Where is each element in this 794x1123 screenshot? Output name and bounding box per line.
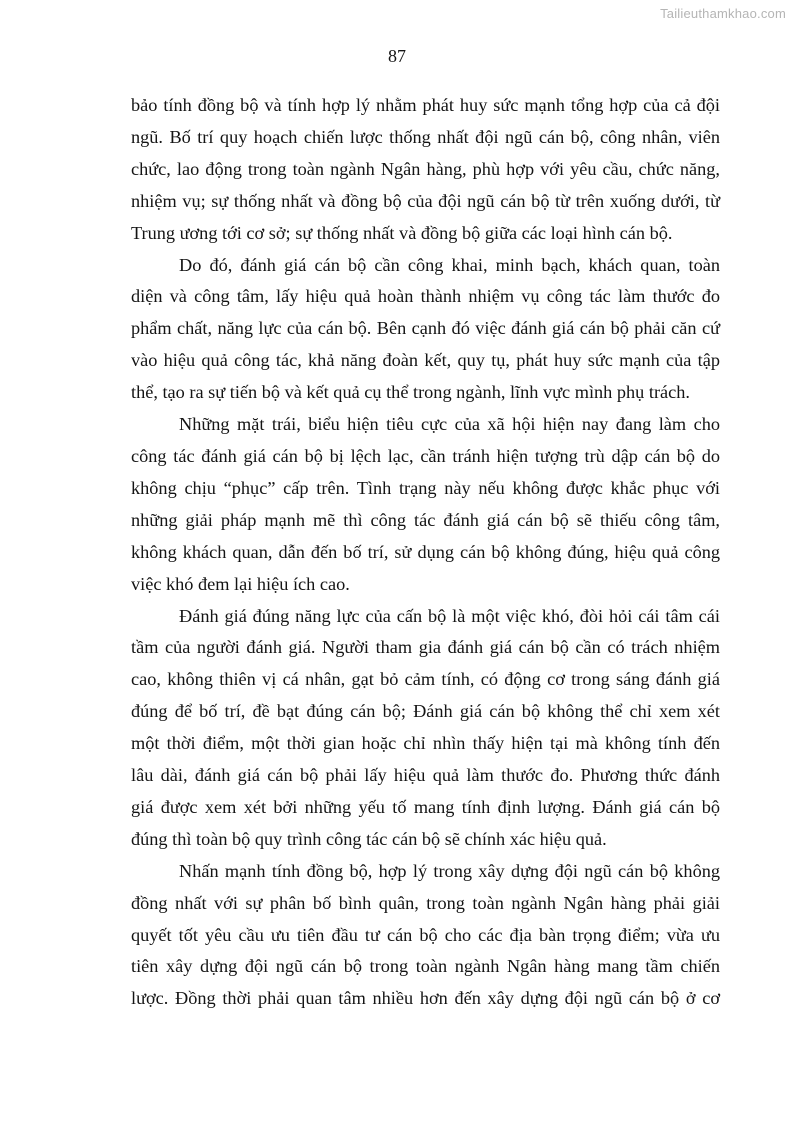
paragraph xyxy=(131,250,720,410)
watermark-text: Tailieuthamkhao.com xyxy=(660,6,786,21)
text-line: nhiệm vụ; sự thống nhất và đồng bộ của đội ngũ cán bộ từ trên xuống dưới, từ xyxy=(131,190,720,211)
text-line: việc khó đem lại hiệu ích cao. xyxy=(131,573,350,594)
text-line: đúng để bố trí, đề bạt đúng cán bộ; Đánh giá cán bộ không thể chỉ xem xét xyxy=(131,701,720,722)
text-line: Những mặt trái, biểu hiện tiêu cực của xã hội hiện nay đang làm cho xyxy=(179,414,720,435)
text-line: Do đó, đánh giá cán bộ cần công khai, minh bạch, khách quan, toàn xyxy=(179,254,720,275)
document-body xyxy=(131,90,720,1015)
text-line: Nhấn mạnh tính đồng bộ, hợp lý trong xây dựng đội ngũ cán bộ không xyxy=(179,860,720,881)
text-line: đúng thì toàn bộ quy trình công tác cán bộ sẽ chính xác hiệu quả. xyxy=(131,828,607,849)
paragraph xyxy=(131,409,720,600)
text-line: thể, tạo ra sự tiến bộ và kết quả cụ thể trong ngành, lĩnh vực mình phụ trách. xyxy=(131,382,690,403)
text-line: giá được xem xét bởi những yếu tố mang tính định lượng. Đánh giá cán bộ xyxy=(131,796,720,817)
text-line: Đánh giá đúng năng lực của cấn bộ là một việc khó, đòi hỏi cái tâm cái xyxy=(179,605,720,626)
text-line: diện và công tâm, lấy hiệu quả hoàn thành nhiệm vụ công tác làm thước đo xyxy=(131,286,720,307)
text-line: quyết tốt yêu cầu ưu tiên đầu tư cán bộ cho các địa bàn trọng điểm; vừa ưu xyxy=(131,924,720,945)
text-line: chức, lao động trong toàn ngành Ngân hàng, phù hợp với yêu cầu, chức năng, xyxy=(131,158,720,179)
text-line: tiên xây dựng đội ngũ cán bộ trong toàn ngành Ngân hàng mang tầm chiến xyxy=(131,956,720,977)
text-line: tầm của người đánh giá. Người tham gia đánh giá cán bộ cần có trách nhiệm xyxy=(131,637,720,658)
text-line: không chịu “phục” cấp trên. Tình trạng này nếu không được khắc phục với xyxy=(131,477,720,498)
text-line: những giải pháp mạnh mẽ thì công tác đánh giá cán bộ sẽ thiếu công tâm, xyxy=(131,509,720,530)
paragraph xyxy=(131,856,720,1016)
text-line: đồng nhất với sự phân bố bình quân, trong toàn ngành Ngân hàng phải giải xyxy=(131,892,720,913)
text-line: lâu dài, đánh giá cán bộ phải lấy hiệu quả làm thước đo. Phương thức đánh xyxy=(131,765,720,786)
paragraph xyxy=(131,90,720,250)
text-line: ngũ. Bố trí quy hoạch chiến lược thống nhất đội ngũ cán bộ, công nhân, viên xyxy=(131,126,720,147)
text-line: phẩm chất, năng lực của cán bộ. Bên cạnh đó việc đánh giá cán bộ phải căn cứ xyxy=(131,318,720,339)
text-line: Trung ương tới cơ sở; sự thống nhất và đồng bộ giữa các loại hình cán bộ. xyxy=(131,222,673,243)
paragraph xyxy=(131,601,720,856)
text-line: vào hiệu quả công tác, khả năng đoàn kết, quy tụ, phát huy sức mạnh của tập xyxy=(131,350,720,371)
text-line: công tác đánh giá cán bộ bị lệch lạc, cần tránh hiện tượng trù dập cán bộ do xyxy=(131,445,720,466)
text-line: lược. Đồng thời phải quan tâm nhiều hơn đến xây dựng đội ngũ cán bộ ở cơ xyxy=(131,988,720,1009)
text-line: một thời điểm, một thời gian hoặc chỉ nhìn thấy hiện tại mà không tính đến xyxy=(131,733,720,754)
text-line: không khách quan, dẫn đến bố trí, sử dụng cán bộ không đúng, hiệu quả công xyxy=(131,541,720,562)
text-line: bảo tính đồng bộ và tính hợp lý nhằm phát huy sức mạnh tổng hợp của cả đội xyxy=(131,95,720,115)
page-number: 87 xyxy=(388,46,406,66)
text-line: cao, không thiên vị cá nhân, gạt bỏ cảm tính, có động cơ trong sáng đánh giá xyxy=(131,669,720,690)
